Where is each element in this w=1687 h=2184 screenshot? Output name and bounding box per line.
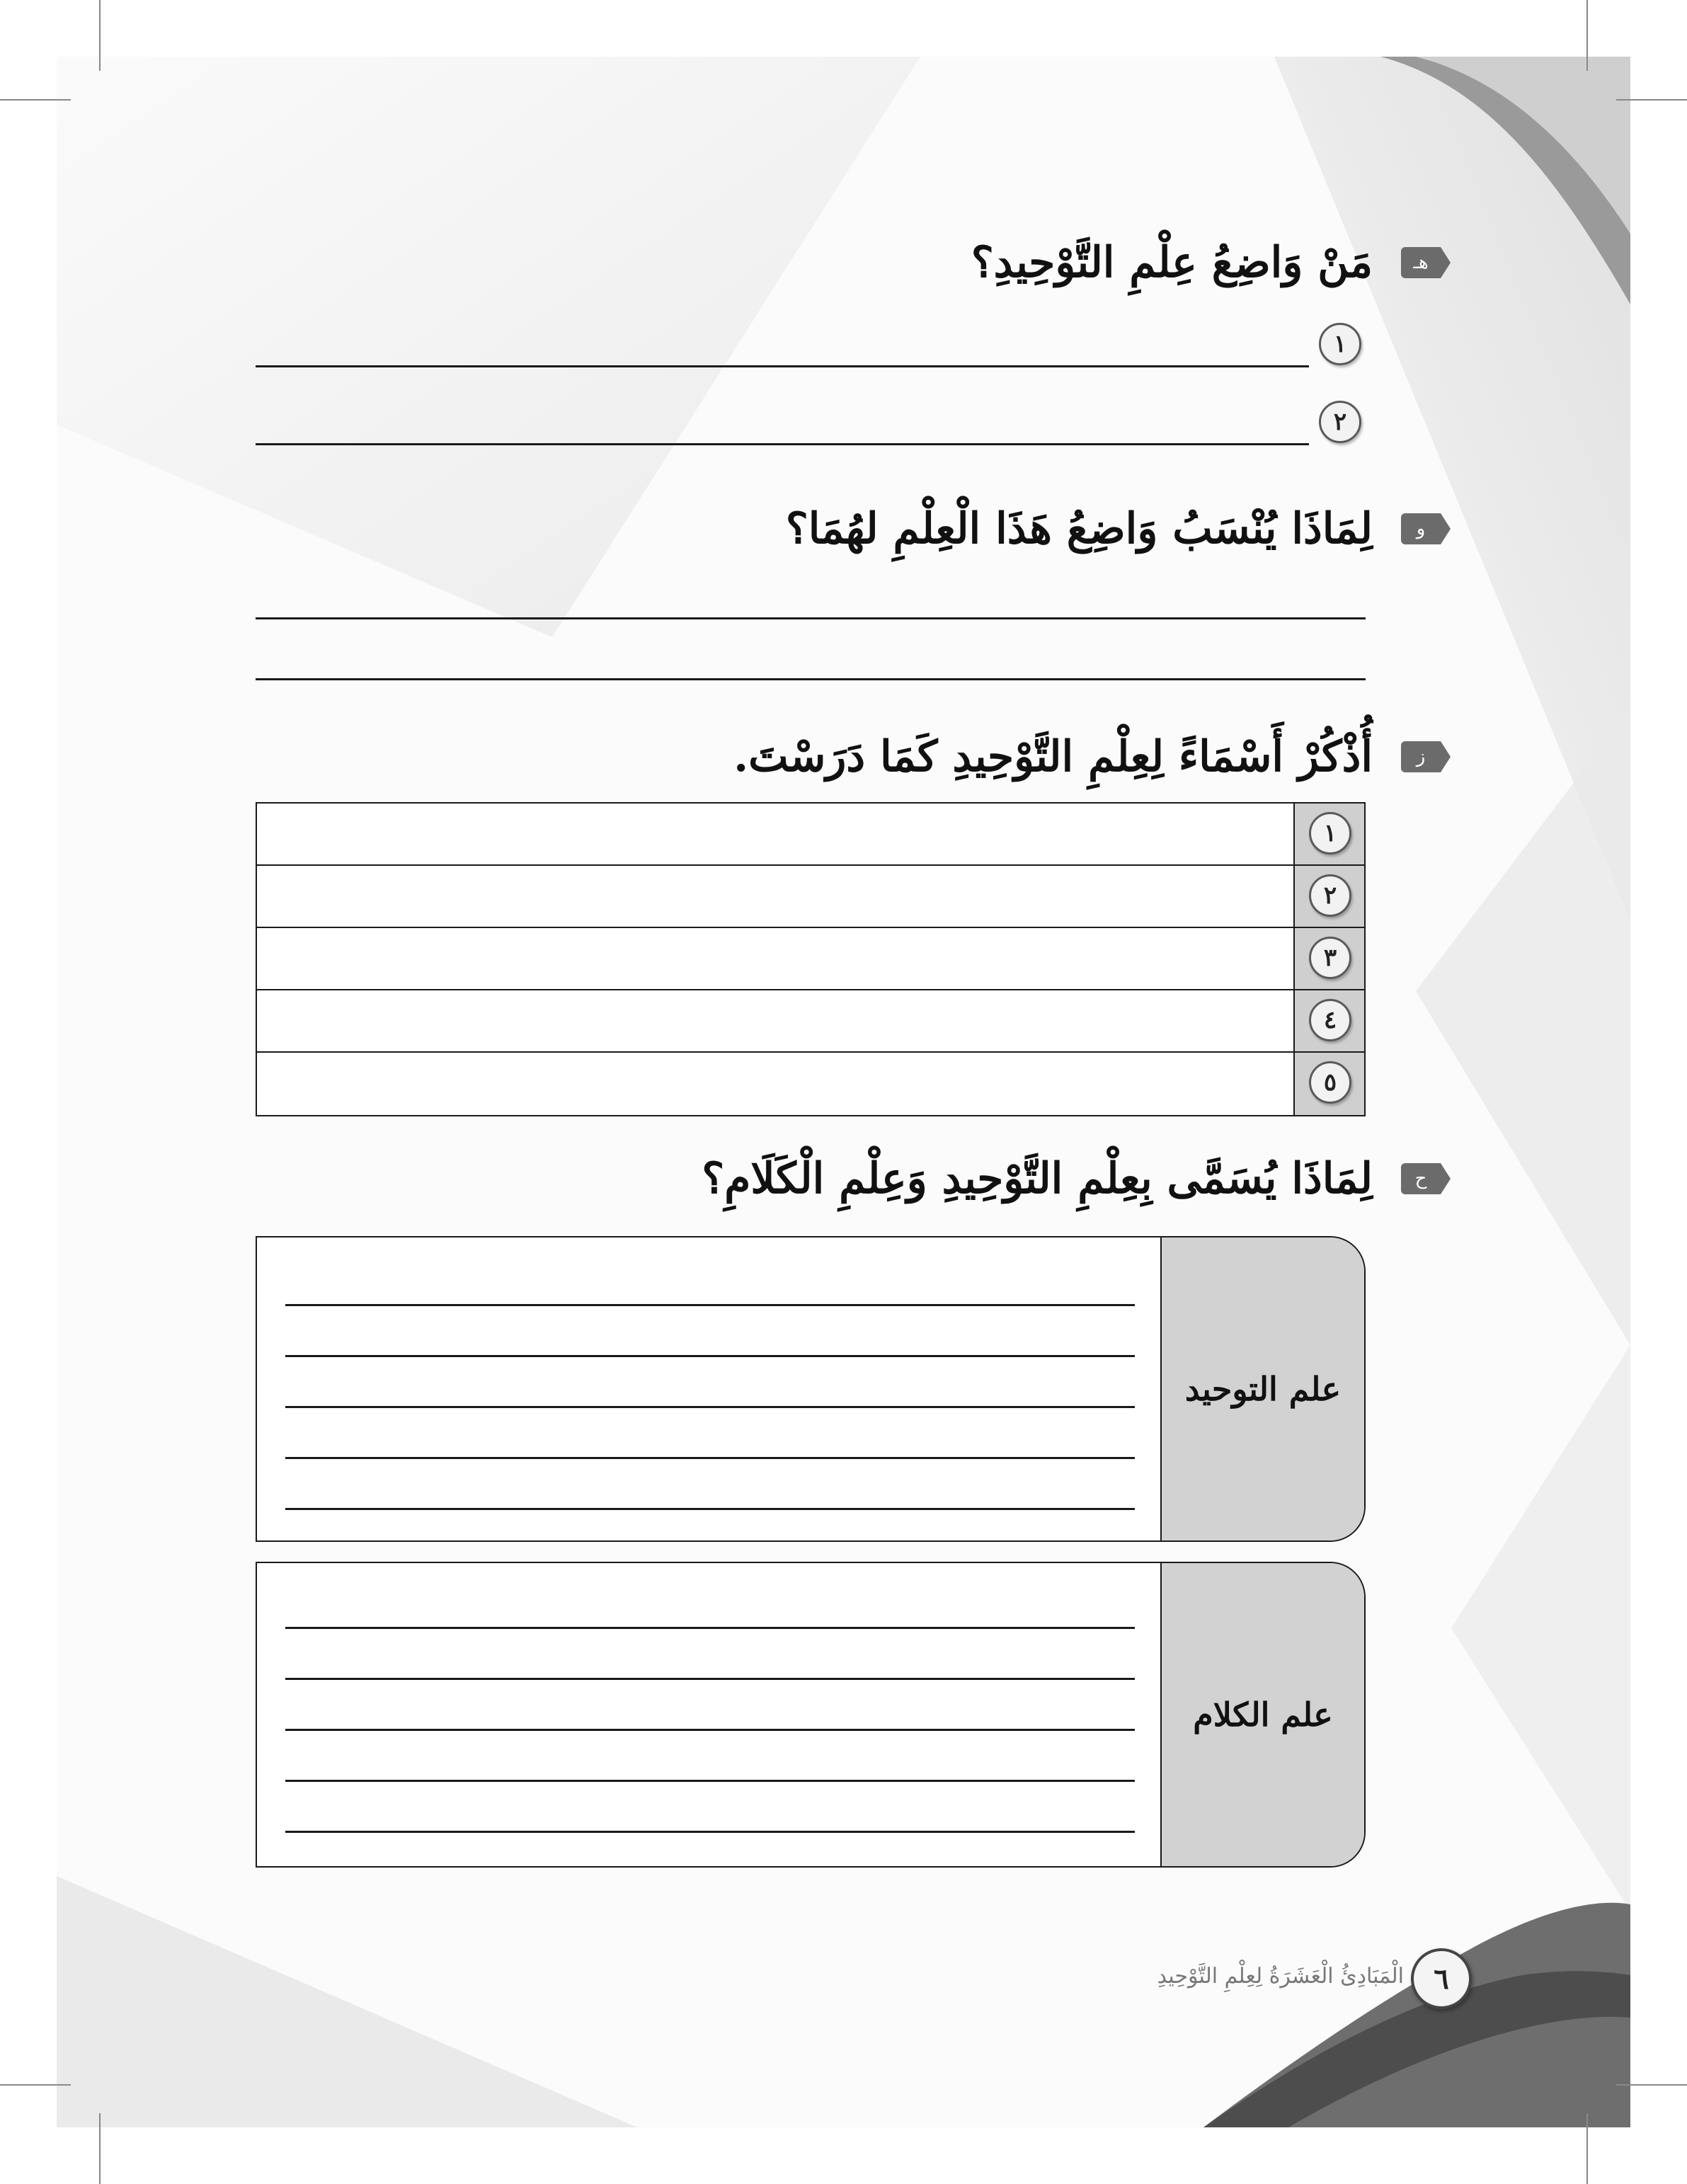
question-text: لِمَاذَا يُسَمَّى بِعِلْمِ التَّوْحِيدِ وَعِلْمِ الْكَلَامِ؟ <box>702 1154 1373 1204</box>
question-w <box>786 504 1441 554</box>
question-tag: ح <box>1401 1163 1441 1194</box>
page-number: ٦ <box>1411 1948 1472 2009</box>
table-row[interactable] <box>257 990 1364 1053</box>
crop-mark <box>0 2084 71 2086</box>
number-circle: ٤ <box>1309 999 1351 1041</box>
table-number-cell <box>1293 1053 1364 1115</box>
names-table <box>256 802 1366 1116</box>
question-text: مَنْ وَاضِعُ عِلْمِ التَّوْحِيدِ؟ <box>971 238 1373 287</box>
table-row[interactable] <box>257 1053 1364 1115</box>
crop-mark <box>1586 2113 1588 2184</box>
number-circle: ٢ <box>1319 401 1361 443</box>
number-circle: ١ <box>1319 323 1361 365</box>
answer-line[interactable] <box>285 1355 1135 1357</box>
table-row[interactable] <box>257 866 1364 928</box>
number-circle: ١ <box>1309 812 1351 854</box>
question-tag: هـ <box>1401 247 1441 278</box>
question-h2 <box>702 1154 1441 1204</box>
crop-mark <box>1616 2084 1687 2086</box>
question-tag: و <box>1401 513 1441 544</box>
table-number-cell <box>1293 866 1364 927</box>
answer-line[interactable] <box>285 1831 1135 1833</box>
answer-line[interactable] <box>256 678 1366 680</box>
answer-line[interactable] <box>285 1627 1135 1629</box>
table-number-cell <box>1293 804 1364 864</box>
number-circle: ٢ <box>1309 874 1351 917</box>
box-label: علم الكلام <box>1160 1563 1364 1866</box>
question-text: أُذْكُرْ أَسْمَاءً لِعِلْمِ التَّوْحِيدِ كَمَا دَرَسْتَ. <box>733 732 1373 782</box>
table-number-cell <box>1293 928 1364 989</box>
answer-line[interactable] <box>285 1406 1135 1408</box>
footer-title: الْمَبَادِئُ الْعَشَرَةُ لِعِلْمِ التَّوْحِيدِ <box>1157 1964 1404 1989</box>
answer-line[interactable] <box>256 365 1309 367</box>
crop-mark <box>1616 99 1687 101</box>
crop-mark <box>99 0 101 71</box>
question-z <box>733 732 1441 782</box>
question-text: لِمَاذَا يُنْسَبُ وَاضِعُ هَذَا الْعِلْمِ لهُمَا؟ <box>785 504 1373 554</box>
box-label: علم التوحيد <box>1160 1237 1364 1540</box>
answer-line[interactable] <box>285 1678 1135 1680</box>
crop-mark <box>99 2113 101 2184</box>
tawhid-box <box>256 1236 1366 1542</box>
answer-line[interactable] <box>256 443 1309 445</box>
crop-mark <box>0 99 71 101</box>
answer-line[interactable] <box>285 1457 1135 1459</box>
answer-line[interactable] <box>285 1508 1135 1510</box>
answer-line[interactable] <box>285 1729 1135 1731</box>
table-row[interactable] <box>257 804 1364 866</box>
answer-line[interactable] <box>256 617 1366 619</box>
question-tag: ز <box>1401 741 1441 772</box>
crop-mark <box>1586 0 1588 71</box>
answer-line[interactable] <box>285 1780 1135 1782</box>
number-circle: ٣ <box>1309 937 1351 979</box>
question-h <box>971 238 1441 287</box>
table-number-cell <box>1293 990 1364 1051</box>
number-circle: ٥ <box>1309 1061 1351 1104</box>
table-row[interactable] <box>257 928 1364 990</box>
kalam-box <box>256 1562 1366 1868</box>
answer-line[interactable] <box>285 1304 1135 1306</box>
